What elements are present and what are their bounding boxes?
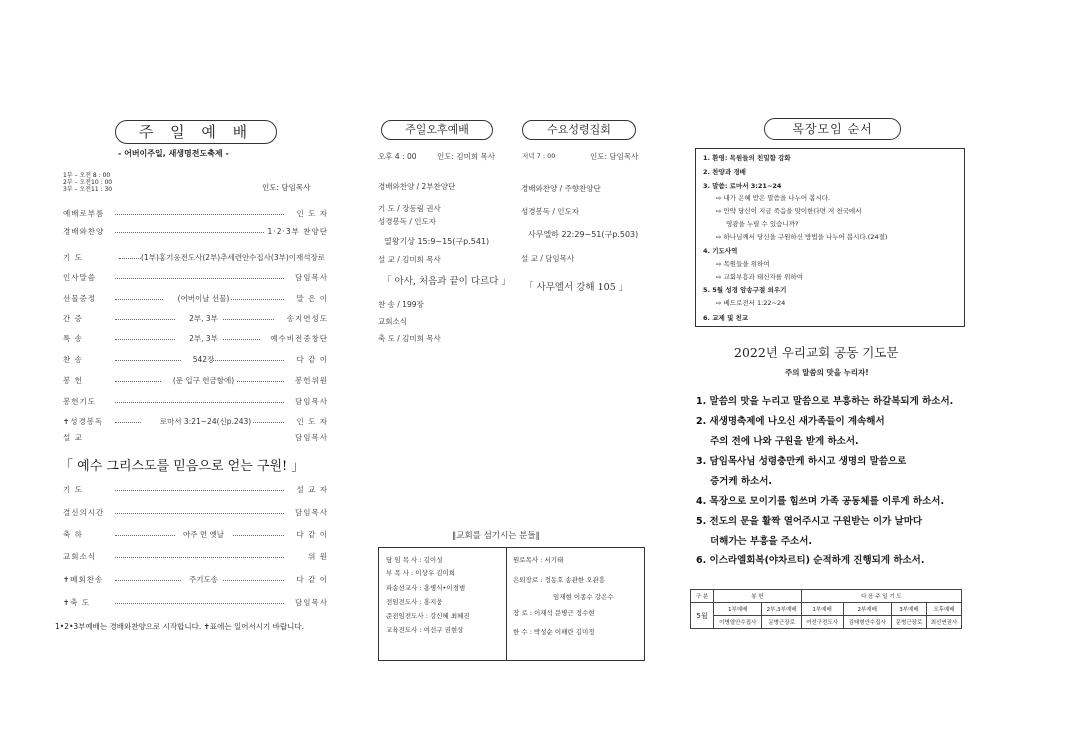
staff-title: ‖교회를 섬기시는 분들‖ <box>452 531 540 541</box>
order-item: 3. 말씀: 로마서 3:21~24 <box>703 182 782 190</box>
td-sub: 3부예배 <box>891 603 926 616</box>
row-right: 담임목사 <box>295 397 328 406</box>
staff-right: 장 로 : 이재석 문병근 정수현 <box>513 609 595 617</box>
prayer-line: 더해가는 부흥을 주소서. <box>710 536 812 547</box>
th-next: 다 음 주 일 기 도 <box>801 590 961 603</box>
row-left: 결신의시간 <box>63 508 105 517</box>
row-mid: 주기도송 <box>189 575 218 584</box>
order-item: 2. 찬양과 경배 <box>703 168 746 176</box>
row-right: 인 도 자 <box>296 417 328 426</box>
row-left: ✝축 도 <box>63 598 91 607</box>
row-right: 다 같 이 <box>296 575 328 584</box>
row-left: 경배와찬양 <box>63 227 105 236</box>
row-left: 봉헌기도 <box>63 397 96 406</box>
wd-row: 성경봉독 / 인도자 <box>521 207 580 216</box>
order-item: 1. 환영: 목원들의 친밀함 강화 <box>703 154 791 162</box>
row-left: ✝폐회찬송 <box>63 575 104 584</box>
prayer-line: 주의 전에 나와 구원을 받게 하소서. <box>710 436 859 447</box>
row-left: 찬 송 <box>63 355 83 364</box>
row-right: 송지연성도 <box>286 314 328 323</box>
af-row: 설 교 / 김미희 목사 <box>378 255 441 264</box>
prayer-line: 3. 담임목사님 성령충만케 하시고 생명의 말씀으로 <box>696 456 907 467</box>
row-left: 특 송 <box>63 334 83 343</box>
row-right: 1·2·3부 찬양단 <box>267 227 328 236</box>
row-left: 선물증정 <box>63 294 96 303</box>
order-row <box>63 507 328 519</box>
order-row <box>63 313 328 325</box>
order-row <box>63 432 328 444</box>
row-mid: 아주 먼 옛날 <box>183 530 224 539</box>
order-row <box>63 252 328 264</box>
prayer-line: 6. 이스라엘회복(야차르티) 순적하게 진행되게 하소서. <box>696 555 925 566</box>
service-time-3: 3부 – 오전11 : 30 <box>63 186 113 193</box>
af-row: 기 도 / 장동림 권사 <box>378 204 441 213</box>
row-mid: (문 입구 헌금함에) <box>172 376 235 385</box>
cell-order-box <box>695 148 965 327</box>
af-row: 교회소식 <box>378 317 407 326</box>
af-row: 성경봉독 / 인도자 <box>378 217 437 226</box>
wd-row: 설 교 / 담임목사 <box>521 254 575 263</box>
order-item: ⇨ 베드로전서 1:22~24 <box>716 299 786 307</box>
td-val: 문병근장로 <box>762 616 801 629</box>
prayer-line: 1. 말씀의 맛을 누리고 말씀으로 부흥하는 하갈복되게 하소서. <box>696 396 954 407</box>
td-val: 여선구전도사 <box>801 616 843 629</box>
row-mid: 2부, 3부 <box>189 314 218 323</box>
td-sub: 오후예배 <box>926 603 961 616</box>
afternoon-time: 오후 4 : 00 <box>378 152 417 161</box>
prayer-schedule-table <box>690 589 962 629</box>
staff-left: 부 목 사 : 이상우 김미희 <box>386 569 456 577</box>
order-item: 영광을 누릴 수 있습니까? <box>726 220 799 228</box>
order-row <box>63 396 328 408</box>
af-row: 경배와찬양 / 2부찬양단 <box>378 182 456 191</box>
row-left: 간 증 <box>63 314 83 323</box>
staff-right: 원로목사 : 서기태 <box>513 556 564 564</box>
order-item: ⇨ 만약 당신이 지금 죽음을 맞이한다면 저 천국에서 <box>716 207 862 215</box>
staff-left: 전임전도사 : 홍지웅 <box>386 598 443 606</box>
row-mid: 2부, 3부 <box>189 334 218 343</box>
row-right: 담임목사 <box>295 508 328 517</box>
row-left: 봉 헌 <box>63 376 83 385</box>
order-row <box>63 597 328 609</box>
wd-sermon: 「 사무엘서 강해 105 」 <box>524 282 629 293</box>
prayer-line: 증거케 하소서. <box>710 476 772 487</box>
td-val: 문병근장로 <box>891 616 926 629</box>
staff-left: 파송선교사 : 홍병식•이경범 <box>386 584 466 592</box>
staff-left: 준전임전도사 : 강신혜 최혜진 <box>386 612 470 620</box>
prayer-line: 4. 목장으로 모이기를 힘쓰며 가족 공동체를 이루게 하소서. <box>696 496 945 507</box>
row-left: 기 도 <box>63 253 83 262</box>
service-time-2: 2부 – 오전10 : 00 <box>63 179 113 186</box>
prayer-line: 5. 전도의 문을 활짝 열어주시고 구원받는 이가 날마다 <box>696 516 923 527</box>
row-mid: 로마서 3:21~24(신p.243) <box>159 417 252 426</box>
order-item: 4. 기도사역 <box>703 247 738 255</box>
cell-meeting-title: 목장모임 순서 <box>764 118 901 140</box>
row-right: 담임목사 <box>295 273 328 282</box>
service-subtitle: - 어버이주일, 새생명전도축제 - <box>118 149 229 158</box>
row-right: 다 같 이 <box>296 355 328 364</box>
th-gubun: 구 분 <box>691 590 714 603</box>
td-val: 최선연권사 <box>926 616 961 629</box>
order-item: ⇨ 하나님께서 당신을 구원하신 방법을 나누어 봅시다.(24절) <box>716 233 888 241</box>
td-sub: 1부예배 <box>801 603 843 616</box>
td-val: 김태형안수집사 <box>843 616 891 629</box>
service-time-1: 1부 – 오전 8 : 00 <box>63 172 111 179</box>
service-leader: 인도: 담임목사 <box>262 183 311 192</box>
footnote: 1•2•3부예배는 경배와찬양으로 시작합니다. ✝표에는 일어서시기 바랍니다. <box>55 622 304 631</box>
row-left: 교회소식 <box>63 552 96 561</box>
order-row <box>63 272 328 284</box>
order-item: 6. 교제 및 친교 <box>703 314 749 322</box>
row-right: 다 같 이 <box>296 530 328 539</box>
staff-left: 담 임 목 사 : 김이성 <box>386 556 443 564</box>
row-right: 봉헌위원 <box>295 376 328 385</box>
row-right: 위 원 <box>308 552 328 561</box>
row-mid: (1부)홍기웅전도사(2부)추세련안수집사(3부)이재석장로 <box>141 253 326 262</box>
order-row <box>63 333 328 345</box>
order-item: ⇨ 목원들을 위하여 <box>716 260 770 268</box>
prayer-subtitle: 주의 말씀의 맛을 누리자! <box>785 368 869 377</box>
order-row <box>63 208 328 220</box>
row-right: 말 은 이 <box>296 294 328 303</box>
row-left: 설 교 <box>63 433 83 442</box>
order-row <box>63 484 328 496</box>
wd-row: 사무엘하 22:29~51(구p.503) <box>528 230 639 239</box>
order-row <box>63 416 328 428</box>
td-month: 5월 <box>691 603 714 629</box>
staff-right: 은퇴장로 : 정동호 송관한 오관흥 <box>513 576 606 584</box>
af-row: 찬 송 / 199장 <box>378 300 424 309</box>
th-bong: 봉 헌 <box>714 590 802 603</box>
prayer-line: 2. 새생명축제에 나오신 새가족들이 계속해서 <box>696 416 885 427</box>
row-left: 예배로부름 <box>63 209 105 218</box>
row-right: 담임목사 <box>295 433 328 442</box>
af-row: 축 도 / 김미희 목사 <box>378 334 441 343</box>
row-left: 인사말씀 <box>63 273 96 282</box>
order-item: ⇨ 교회부흥과 태신자를 위하여 <box>716 273 803 281</box>
prayer-title: 2022년 우리교회 공동 기도문 <box>734 345 899 360</box>
afternoon-service-title: 주일오후예배 <box>381 120 493 140</box>
row-left: ✝성경봉독 <box>63 417 104 426</box>
af-row: 열왕기상 15:9~15(구p.541) <box>384 237 490 246</box>
wd-row: 경배와찬양 / 주향찬양단 <box>521 184 601 193</box>
staff-left: 교육전도사 : 여선구 권현상 <box>386 626 464 634</box>
staff-box <box>378 547 645 661</box>
sunday-service-title: 주 일 예 배 <box>115 120 277 144</box>
row-mid: (어버이날 선물) <box>177 294 230 303</box>
order-item: 5. 5월 성경 암송구절 외우기 <box>703 286 787 294</box>
staff-right: 한 수 : 박성순 이해란 김미정 <box>513 628 595 636</box>
td-val: 이병열안수집사 <box>714 616 762 629</box>
af-sermon: 「 아사, 처음과 끝이 다르다 」 <box>382 276 511 287</box>
order-row <box>63 574 328 586</box>
order-row <box>63 551 328 563</box>
row-right: 인 도 자 <box>296 209 328 218</box>
order-item: ⇨ 내가 은혜 받은 말씀을 나누어 봅시다. <box>716 194 831 202</box>
wednesday-service-title: 수요성령집회 <box>522 120 636 140</box>
wednesday-time: 저녁 7 : 00 <box>522 152 556 160</box>
row-right: 설 교 자 <box>296 485 328 494</box>
order-row <box>63 226 328 238</box>
td-sub: 2부예배 <box>843 603 891 616</box>
afternoon-leader: 인도: 김미희 목사 <box>437 152 496 161</box>
td-sub: 1부예배 <box>714 603 762 616</box>
order-row <box>63 529 328 541</box>
row-mid: 542장 <box>192 355 215 364</box>
row-right: 담임목사 <box>295 598 328 607</box>
order-row <box>63 293 328 305</box>
row-left: 기 도 <box>63 485 83 494</box>
wednesday-leader: 인도: 담임목사 <box>590 152 639 161</box>
order-row <box>63 354 328 366</box>
staff-right: 임재현 이종수 강은수 <box>553 593 614 601</box>
sermon-title: 「 예수 그리스도를 믿음으로 얻는 구원! 」 <box>60 459 305 474</box>
row-right: 예수비전중창단 <box>270 334 328 343</box>
order-row <box>63 375 328 387</box>
row-left: 축 하 <box>63 530 83 539</box>
td-sub: 2부,3부예배 <box>762 603 801 616</box>
